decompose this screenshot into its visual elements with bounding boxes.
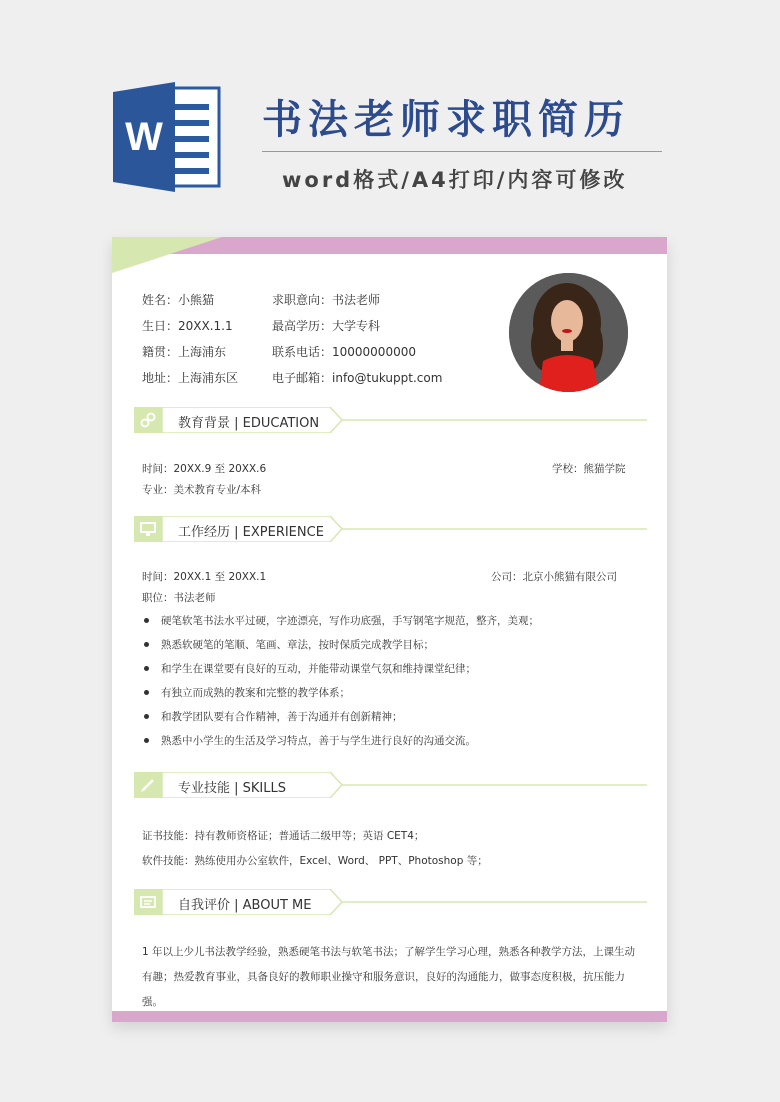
profile-email: 电子邮箱：info@tukuppt.com xyxy=(272,371,443,385)
resume-paper xyxy=(112,237,667,1022)
section-education xyxy=(134,407,647,433)
page-title: 书法老师求职简历 xyxy=(262,97,630,143)
bullet-dot xyxy=(144,714,149,719)
about-text: 1 年以上少儿书法教学经验，熟悉硬笔书法与软笔书法；了解学生学习心理，熟悉各种教学方法，上课生动有趣；热爱教育事业，具备良好的教师职业操守和服务意识，良好的沟通能力，做事态度积极，抗压能力强。 xyxy=(142,946,636,1008)
skills-title: 专业技能 | SKILLS xyxy=(178,781,286,796)
experience-bullet: 和教学团队要有合作精神，善于沟通并有创新精神； xyxy=(161,711,403,723)
bullet-dot xyxy=(144,642,149,647)
svg-text:W: W xyxy=(125,115,163,159)
experience-bullet: 熟悉软硬笔的笔顺、笔画、章法，按时保质完成教学目标； xyxy=(161,639,434,651)
skills-software: 软件技能：熟练使用办公室软件，Excel、Word、 PPT、Photoshop 等； xyxy=(142,855,488,867)
education-time: 时间：20XX.9 至 20XX.6 xyxy=(142,463,267,475)
profile-native: 籍贯：上海浦东 xyxy=(142,345,227,359)
bullet-dot xyxy=(144,618,149,623)
profile-name: 姓名：小熊猫 xyxy=(142,293,215,307)
education-major: 专业：美术教育专业/本科 xyxy=(142,484,262,496)
id-card-icon xyxy=(140,894,156,910)
bullet-dot xyxy=(144,690,149,695)
monitor-icon xyxy=(140,521,156,537)
bullet-dot xyxy=(144,666,149,671)
experience-bullet: 硬笔软笔书法水平过硬，字迹漂亮，写作功底强，手写钢笔字规范，整齐，美观； xyxy=(161,615,539,627)
about-title: 自我评价 | ABOUT ME xyxy=(178,898,312,913)
section-about xyxy=(134,889,647,915)
section-experience xyxy=(134,516,647,542)
profile-birth: 生日：20XX.1.1 xyxy=(142,319,233,333)
profile-address: 地址：上海浦东区 xyxy=(142,371,239,385)
profile-degree: 最高学历：大学专科 xyxy=(272,319,381,333)
bullet-dot xyxy=(144,738,149,743)
page-subtitle: word格式/A4打印/内容可修改 xyxy=(282,168,628,192)
bottom-accent-bar xyxy=(112,1011,667,1022)
link-icon xyxy=(140,412,156,428)
education-school: 学校：熊猫学院 xyxy=(552,463,626,475)
profile-intention: 求职意向：书法老师 xyxy=(272,293,381,307)
experience-bullet: 熟悉中小学生的生活及学习特点，善于与学生进行良好的沟通交流。 xyxy=(161,735,476,747)
experience-bullet: 有独立而成熟的教案和完整的教学体系； xyxy=(161,687,350,699)
section-skills xyxy=(134,772,647,798)
pen-icon xyxy=(140,777,156,793)
word-document-icon xyxy=(113,82,221,192)
experience-time: 时间：20XX.1 至 20XX.1 xyxy=(142,571,267,583)
education-title: 教育背景 | EDUCATION xyxy=(178,416,320,431)
experience-bullet: 和学生在课堂要有良好的互动，并能带动课堂气氛和维持课堂纪律； xyxy=(161,663,476,675)
experience-company: 公司：北京小熊猫有限公司 xyxy=(491,571,617,583)
header-divider xyxy=(262,151,662,152)
skills-cert: 证书技能：持有教师资格证；普通话二级甲等；英语 CET4； xyxy=(142,830,425,842)
experience-position: 职位：书法老师 xyxy=(142,592,216,604)
profile-phone: 联系电话：10000000000 xyxy=(272,345,416,359)
top-green-triangle xyxy=(112,237,222,273)
experience-title: 工作经历 | EXPERIENCE xyxy=(178,525,324,540)
profile-photo xyxy=(509,273,628,392)
